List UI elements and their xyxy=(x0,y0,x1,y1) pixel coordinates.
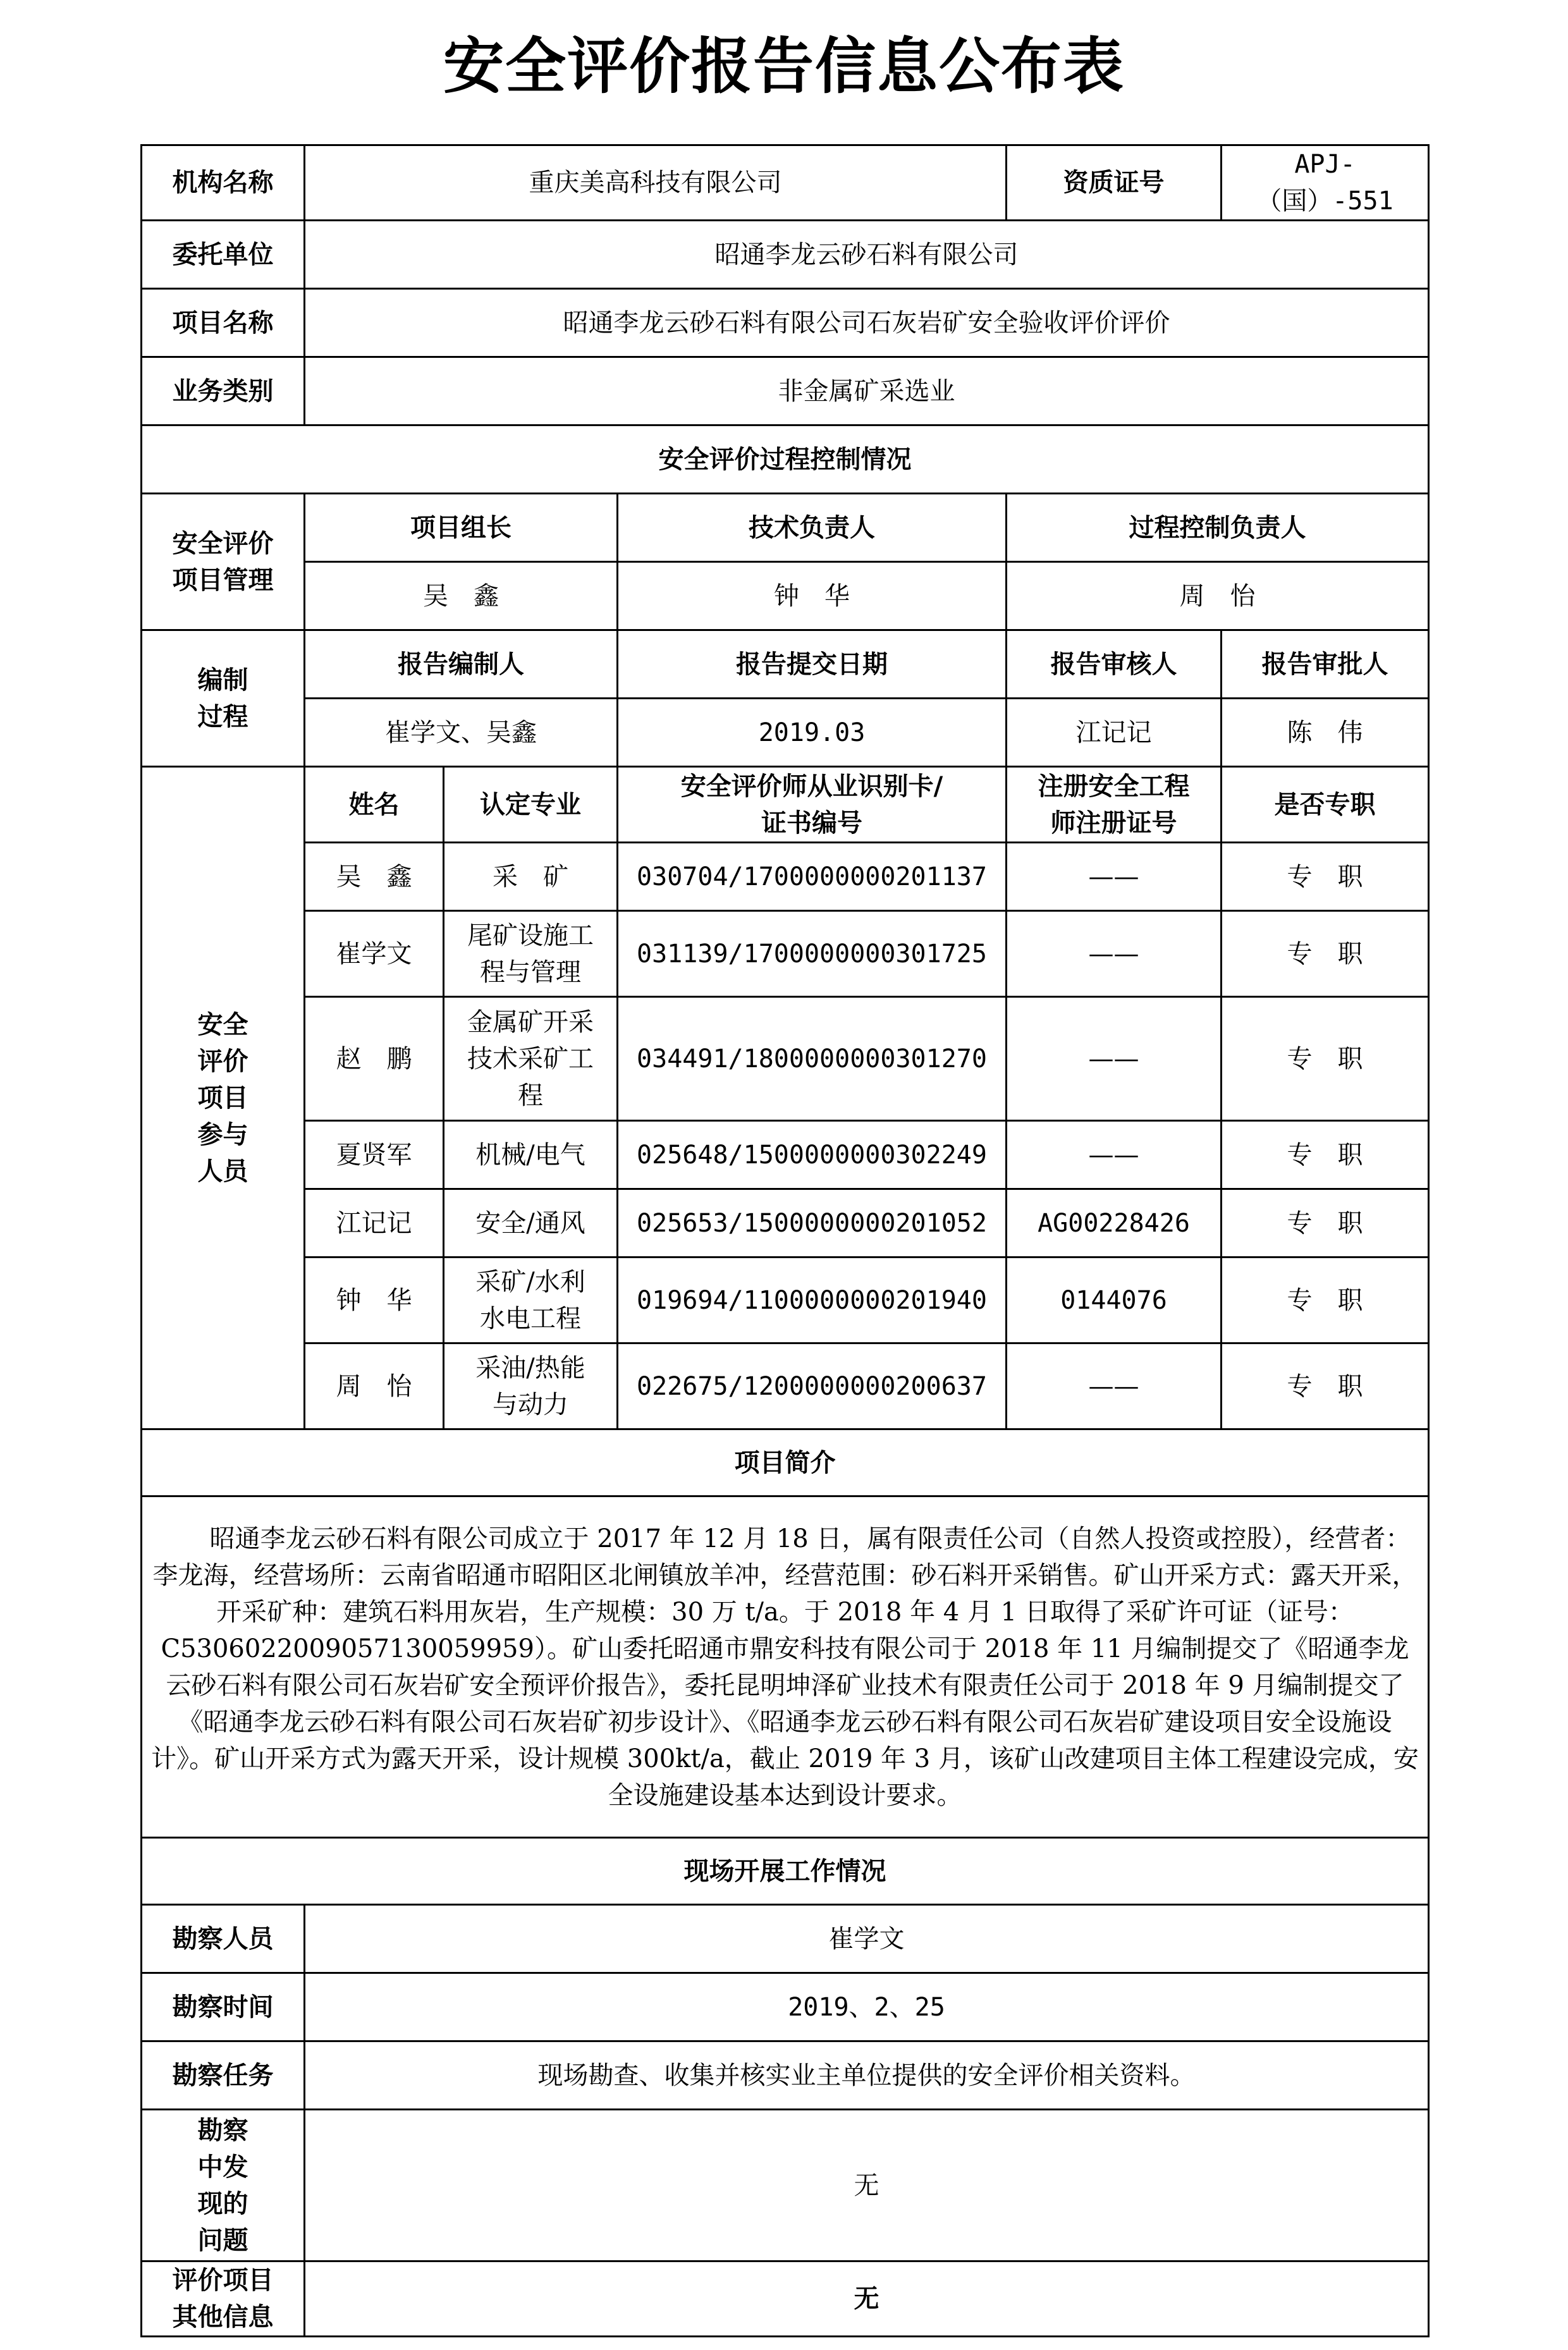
staff-fulltime: 专 职 xyxy=(1222,997,1429,1121)
staff-specialty: 采矿/水利 水电工程 xyxy=(444,1258,618,1343)
table-row xyxy=(142,1258,1429,1343)
other-value: 无 xyxy=(305,2261,1429,2337)
table-row xyxy=(142,1343,1429,1429)
staff-cert: 025653/1500000000201052 xyxy=(618,1189,1007,1258)
client-label: 委托单位 xyxy=(142,221,305,289)
compile-value-date: 2019.03 xyxy=(618,699,1007,767)
table-row xyxy=(142,997,1429,1121)
mgmt-header-leader: 项目组长 xyxy=(305,494,618,562)
staff-name: 周 怡 xyxy=(305,1343,444,1429)
cert-value: APJ-（国）-551 xyxy=(1222,145,1429,221)
row-business xyxy=(142,357,1429,425)
intro-heading: 项目简介 xyxy=(142,1429,1429,1496)
row-site-heading xyxy=(142,1838,1429,1905)
survey-time-label: 勘察时间 xyxy=(142,1973,305,2041)
cert-label: 资质证号 xyxy=(1007,145,1222,221)
staff-reg: 0144076 xyxy=(1007,1258,1222,1343)
row-project-name xyxy=(142,289,1429,357)
staff-fulltime: 专 职 xyxy=(1222,911,1429,997)
row-staff-headers xyxy=(142,767,1429,843)
row-mgmt-headers xyxy=(142,494,1429,562)
staff-reg: —— xyxy=(1007,1121,1222,1189)
staff-specialty: 采油/热能 与动力 xyxy=(444,1343,618,1429)
row-intro-heading xyxy=(142,1429,1429,1496)
compile-value-reviewer: 江记记 xyxy=(1007,699,1222,767)
staff-specialty: 尾矿设施工 程与管理 xyxy=(444,911,618,997)
staff-label: 安全 评价 项目 参与 人员 xyxy=(142,767,305,1429)
compile-header-approver: 报告审批人 xyxy=(1222,630,1429,699)
staff-reg: —— xyxy=(1007,997,1222,1121)
org-name-value: 重庆美高科技有限公司 xyxy=(305,145,1007,221)
compile-value-author: 崔学文、吴鑫 xyxy=(305,699,618,767)
row-survey-time xyxy=(142,1973,1429,2041)
staff-name: 夏贤军 xyxy=(305,1121,444,1189)
staff-cert: 031139/1700000000301725 xyxy=(618,911,1007,997)
compile-header-reviewer: 报告审核人 xyxy=(1007,630,1222,699)
staff-cert: 022675/1200000000200637 xyxy=(618,1343,1007,1429)
staff-reg: —— xyxy=(1007,1343,1222,1429)
row-org xyxy=(142,145,1429,221)
staff-specialty: 安全/通风 xyxy=(444,1189,618,1258)
table-row xyxy=(142,1189,1429,1258)
staff-name: 钟 华 xyxy=(305,1258,444,1343)
project-name-value: 昭通李龙云砂石料有限公司石灰岩矿安全验收评价评价 xyxy=(305,289,1429,357)
survey-task-value: 现场勘查、收集并核实业主单位提供的安全评价相关资料。 xyxy=(305,2041,1429,2110)
org-name-label: 机构名称 xyxy=(142,145,305,221)
staff-specialty: 金属矿开采 技术采矿工 程 xyxy=(444,997,618,1121)
staff-header-name: 姓名 xyxy=(305,767,444,843)
mgmt-header-tech: 技术负责人 xyxy=(618,494,1007,562)
table-row xyxy=(142,843,1429,911)
compile-value-approver: 陈 伟 xyxy=(1222,699,1429,767)
project-name-label: 项目名称 xyxy=(142,289,305,357)
row-survey-staff xyxy=(142,1905,1429,1973)
row-process-heading xyxy=(142,425,1429,494)
row-compile-headers xyxy=(142,630,1429,699)
staff-specialty: 机械/电气 xyxy=(444,1121,618,1189)
mgmt-label: 安全评价 项目管理 xyxy=(142,494,305,630)
intro-text: 昭通李龙云砂石料有限公司成立于 2017 年 12 月 18 日，属有限责任公司（自然人投资或控股），经营者：李龙海，经营场所：云南省昭通市昭阳区北闸镇放羊冲，经营范围：砂石料开采销售。矿山开采方式：露天开采，开采矿种：建筑石料用灰岩，生产规模：30 万 t/a。于 2018 年 4 月 1 日取得了采矿许可证（证号：C5306022009057130059959）。矿山委托昭通市鼎安科技有限公司于 2018 年 11 月编制提交了《昭通李龙云砂石料有限公司石灰岩矿安全预评价报告》，委托昆明坤泽矿业技术有限责任公司于 2018 年 9 月编制提交了《昭通李龙云砂石料有限公司石灰岩矿初步设计》、《昭通李龙云砂石料有限公司石灰岩矿建设项目安全设施设计》。矿山开采方式为露天开采，设计规模 300kt/a，截止 2019 年 3 月，该矿山改建项目主体工程建设完成，安全设施建设基本达到设计要求。 xyxy=(151,1524,1419,1810)
survey-time-value: 2019、2、25 xyxy=(305,1973,1429,2041)
row-survey-task xyxy=(142,2041,1429,2110)
row-other xyxy=(142,2261,1429,2337)
staff-header-fulltime: 是否专职 xyxy=(1222,767,1429,843)
mgmt-value-process: 周 怡 xyxy=(1007,562,1429,630)
staff-cert: 030704/1700000000201137 xyxy=(618,843,1007,911)
row-compile-values xyxy=(142,699,1429,767)
staff-header-specialty: 认定专业 xyxy=(444,767,618,843)
survey-task-label: 勘察任务 xyxy=(142,2041,305,2110)
site-heading: 现场开展工作情况 xyxy=(142,1838,1429,1905)
business-value: 非金属矿采选业 xyxy=(305,357,1429,425)
table-row xyxy=(142,1121,1429,1189)
staff-fulltime: 专 职 xyxy=(1222,1258,1429,1343)
info-table xyxy=(140,144,1430,2337)
survey-staff-label: 勘察人员 xyxy=(142,1905,305,1973)
mgmt-value-tech: 钟 华 xyxy=(618,562,1007,630)
compile-header-author: 报告编制人 xyxy=(305,630,618,699)
row-survey-issues xyxy=(142,2110,1429,2261)
other-label: 评价项目 其他信息 xyxy=(142,2261,305,2337)
staff-name: 江记记 xyxy=(305,1189,444,1258)
table-row xyxy=(142,911,1429,997)
staff-name: 吴 鑫 xyxy=(305,843,444,911)
business-label: 业务类别 xyxy=(142,357,305,425)
staff-cert: 034491/1800000000301270 xyxy=(618,997,1007,1121)
row-intro-text xyxy=(142,1496,1429,1838)
row-client xyxy=(142,221,1429,289)
compile-label: 编制 过程 xyxy=(142,630,305,767)
staff-header-cert: 安全评价师从业识别卡/ 证书编号 xyxy=(618,767,1007,843)
staff-cert: 025648/1500000000302249 xyxy=(618,1121,1007,1189)
staff-name: 赵 鹏 xyxy=(305,997,444,1121)
staff-name: 崔学文 xyxy=(305,911,444,997)
staff-fulltime: 专 职 xyxy=(1222,1121,1429,1189)
staff-reg: AG00228426 xyxy=(1007,1189,1222,1258)
survey-staff-value: 崔学文 xyxy=(305,1905,1429,1973)
staff-specialty: 采 矿 xyxy=(444,843,618,911)
staff-fulltime: 专 职 xyxy=(1222,1189,1429,1258)
survey-issues-value: 无 xyxy=(305,2110,1429,2261)
staff-cert: 019694/1100000000201940 xyxy=(618,1258,1007,1343)
client-value: 昭通李龙云砂石料有限公司 xyxy=(305,221,1429,289)
staff-header-reg: 注册安全工程 师注册证号 xyxy=(1007,767,1222,843)
page-title: 安全评价报告信息公布表 xyxy=(443,31,1125,102)
staff-reg: —— xyxy=(1007,911,1222,997)
staff-reg: —— xyxy=(1007,843,1222,911)
process-heading: 安全评价过程控制情况 xyxy=(142,425,1429,494)
mgmt-header-process: 过程控制负责人 xyxy=(1007,494,1429,562)
staff-fulltime: 专 职 xyxy=(1222,1343,1429,1429)
row-mgmt-values xyxy=(142,562,1429,630)
survey-issues-label: 勘察 中发 现的 问题 xyxy=(142,2110,305,2261)
mgmt-value-leader: 吴 鑫 xyxy=(305,562,618,630)
staff-fulltime: 专 职 xyxy=(1222,843,1429,911)
intro-paragraph xyxy=(142,1496,1429,1838)
compile-header-date: 报告提交日期 xyxy=(618,630,1007,699)
